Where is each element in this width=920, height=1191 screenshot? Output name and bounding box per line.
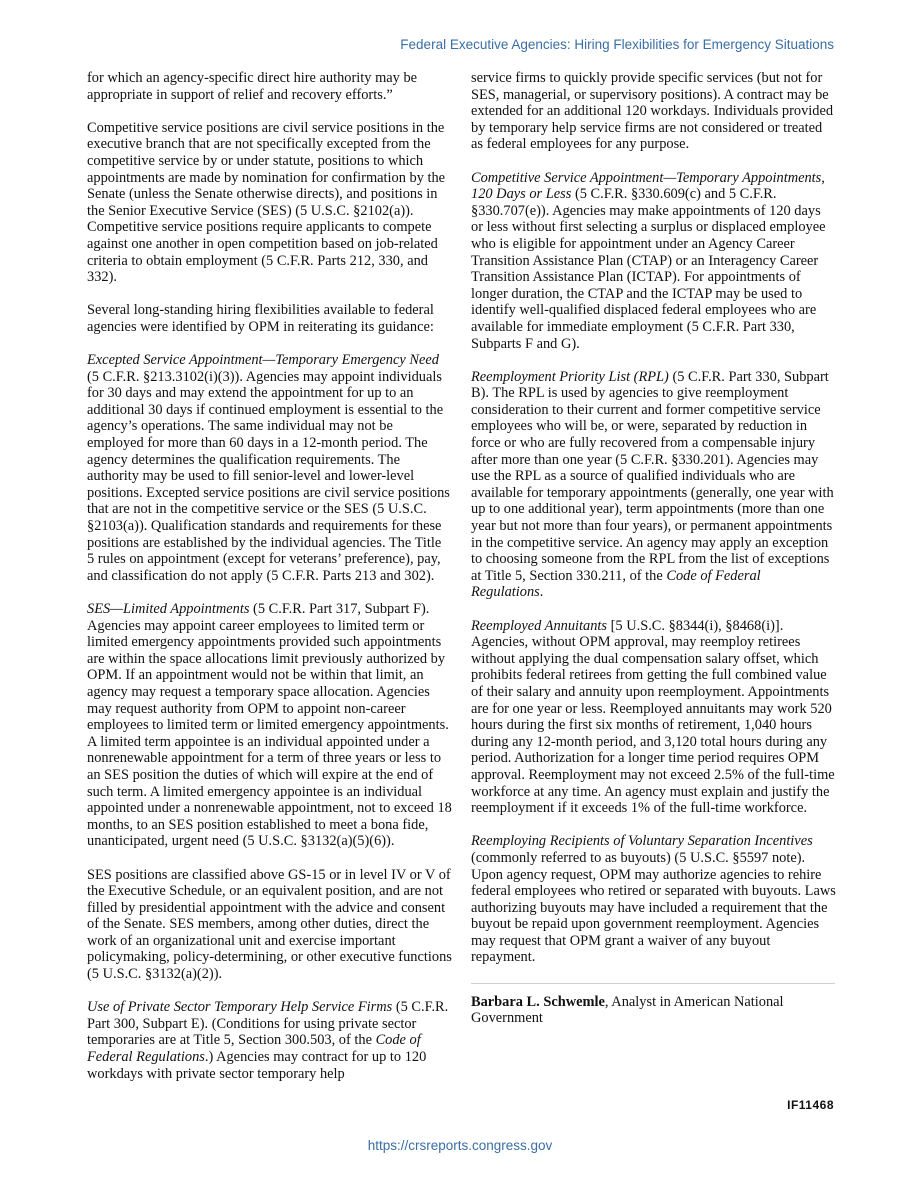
cfr-title: Code of Federal Regulations [87,1032,421,1066]
section-body: (5 C.F.R. Part 330, Subpart B). The RPL is used by agencies to give reemployment consideration to their current and former competitive service employees who will be, or were, separated by reduction in force or who are fully recovered from a compensable injury after more than one year (5 C.F.R. §330.201). Agencies may use the RPL as a source of qualified individuals who are available for temporary appointments (generally, one year with up to one additional year), term appointments (more than one year but not more than four years), or permanent appointments in the competitive service. An agency may apply an exception to choosing someone from the RPL from the list of exceptions at Title 5, Section 330.211, of the [471,368,834,584]
section-title: Excepted Service Appointment—Temporary Emergency Need [87,352,439,369]
paragraph [87,999,452,1082]
report-code: IF11468 [787,1098,834,1112]
paragraph: Several long-standing hiring flexibilities available to federal agencies were identified by OPM in reiterating its guidance: [87,302,434,335]
section-body: (commonly referred to as buyouts) (5 U.S.C. §5597 note). Upon agency request, OPM may authorize agencies to rehire federal employees who retired or separated with buyouts. Laws authorizing buyouts may have included a requirement that the buyout be repaid upon government reemployment. Agencies may request that OPM grant a waiver of any buyout repayment. [471,849,836,966]
paragraph [471,170,836,353]
running-header: Federal Executive Agencies: Hiring Flexibilities for Emergency Situations [400,37,834,52]
author-title: , Analyst in American National Government [471,993,784,1027]
author-name: Barbara L. Schwemle [471,993,605,1010]
section-title: Use of Private Sector Temporary Help Service Firms [87,999,393,1016]
section-title: Competitive Service Appointment—Temporary Appointments, 120 Days or Less [471,169,825,203]
section-body: (5 C.F.R. Part 300, Subpart E). (Conditions for using private sector temporaries are at Title 5, Section 300.503, of the [87,999,449,1049]
paragraph: service firms to quickly provide specific services (but not for SES, managerial, or supervisory positions). A contract may be extended for an additional 120 workdays. Individuals provided by temporary help service firms are not considered or treated as federal employees for any purpose. [471,70,834,153]
section-title: Reemployed Annuitants [471,617,608,634]
paragraph: SES positions are classified above GS-15 or in level IV or V of the Executive Schedule, or an equivalent position, and are not filled by presidential appointment with the advice and consent of the Senate. SES members, among other duties, direct the work of an organizational unit and exercise important policymaking, policy-determining, or other executive functions (5 U.S.C. §3132(a)(2)). [87,866,452,983]
paragraph [471,618,836,817]
section-title: SES—Limited Appointments [87,601,250,617]
section-body: . [539,584,544,601]
section-body: .) Agencies may contract for up to 120 workdays with private sector temporary help [87,1049,427,1082]
section-body: (5 C.F.R. §330.609(c) and 5 C.F.R. §330.707(e)). Agencies may make appointments of 120 days or less without first selecting a surplus or displaced employee who is eligible for appointment under an Agency Career Transition Assistance Plan (CTAP) or an Interagency Career Transition Assistance Plan (ICTAP). For appointments of longer duration, the CTAP and the ICTAP may be used to identify well-qualified displaced federal employees who are available for immediate employment (5 C.F.R. Part 330, Subparts F and G). [471,186,826,352]
section-body: [5 U.S.C. §8344(i), §8468(i)]. Agencies, without OPM approval, may reemploy retirees without applying the dual compensation salary offset, which prohibits federal retirees from getting the full combined value of their salary and annuity upon reemployment. Appointments are for one year or less. Reemployed annuitants may work 520 hours during the first six months of retirement, 1,040 hours during any 12-month period, and 3,120 total hours during any period. Authorization for a longer time period requires OPM approval. Reemployment may not exceed 2.5% of the full-time workforce at any time. An agency must explain and justify the reemployment if it exceeds 1% of the full-time workforce. [471,617,835,817]
section-title: Reemployment Priority List (RPL) [471,368,669,385]
section-body: (5 C.F.R. Part 317, Subpart F). Agencies may appoint career employees to limited term or limited emergency appointments provided such appointments are within the space allocations limit previously authorized by OPM. If an appointment would not be within that limit, an agency may request a temporary space allocation. Agencies may request authority from OPM to appoint non-career employees to limited term or limited emergency appointments. A limited term appointee is an individual appointed under a nonrenewable appointment for a term of three years or less to an SES position the duties of which will expire at the end of such term. A limited emergency appointee is an individual appointed under a nonrenewable appointment, not to exceed 18 months, to an SES position established to meet a bona fide, unanticipated, urgent need (5 U.S.C. §3132(a)(5)(6)). [87,601,452,850]
author-info [471,994,836,1027]
paragraph [87,352,452,584]
author-divider [471,983,835,984]
section-title: Reemploying Recipients of Voluntary Separation Incentives [471,833,813,850]
right-column [471,70,836,1043]
paragraph [471,369,836,601]
paragraph [471,833,836,966]
paragraph: Competitive service positions are civil service positions in the executive branch that are not specifically excepted from the competitive service by or under statute, positions to which appointments are made by nomination for confirmation by the Senate (unless the Senate otherwise directs), and positions in the Senior Executive Service (SES) (5 U.S.C. §2102(a)). Competitive service positions require applicants to compete against one another in open competition based on job-related criteria to obtain employment (5 C.F.R. Parts 212, 330, and 332). [87,119,446,286]
left-column [87,70,452,1099]
footer-url[interactable]: https://crsreports.congress.gov [367,1138,553,1153]
cfr-title: Code of Federal Regulations [471,567,761,601]
section-body: (5 C.F.R. §213.3102(i)(3)). Agencies may appoint individuals for 30 days and may extend the appointment for up to an additional 30 days if continued employment is essential to the agency’s operations. The same individual may not be employed for more than 60 days in a 12-month period. The agency determines the qualification requirements. The authority may be used to fill senior-level and lower-level positions. Excepted service positions are civil service positions that are not in the competitive service or the SES (5 U.S.C. §2103(a)). Qualification standards and requirements for these positions are established by the individual agencies. The Title 5 rules on appointment (except for veterans’ preference), pay, and classification do not apply (5 C.F.R. Parts 213 and 302). [87,368,450,584]
paragraph [87,601,452,850]
paragraph: for which an agency-specific direct hire authority may be appropriate in support of relief and recovery efforts.” [87,70,418,103]
